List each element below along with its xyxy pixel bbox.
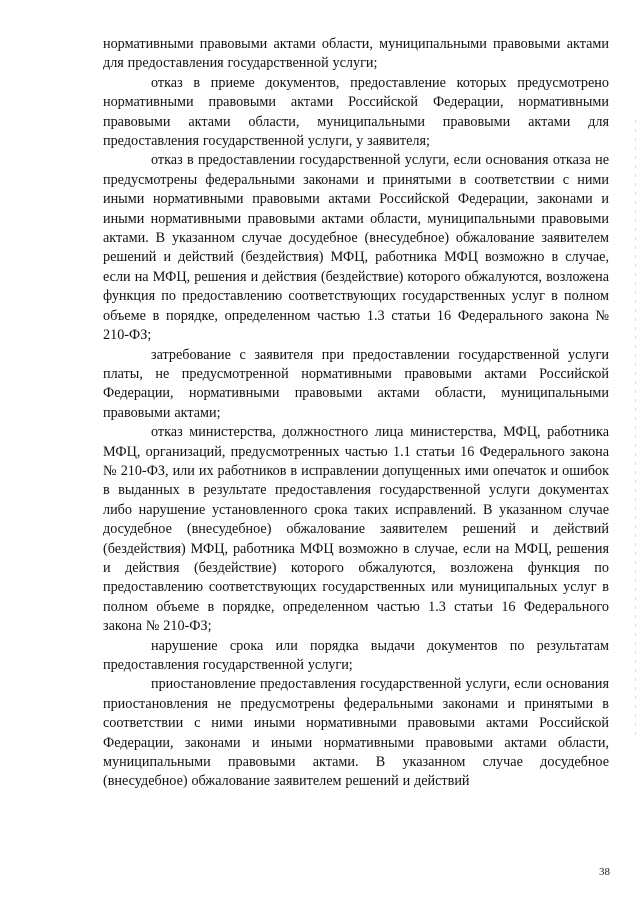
- scan-edge-mark: [635, 120, 636, 740]
- paragraph-refusal-corrections: отказ министерства, должностного лица министерства, МФЦ, работника МФЦ, организаций, предусмотренных частью 1.1 статьи 16 Федерального закона № 210-ФЗ, или их работников в исправлении допущенных ими опечаток и ошибок в выданных в результате предоставления государственной услуги документах либо нарушение установленного срока таких исправлений. В указанном случае досудебное (внесудебное) обжалование заявителем решений и действий (бездействия) МФЦ, работника МФЦ возможно в случае, если на МФЦ, решения и действия (бездействие) которого обжалуются, возложена функция по предоставлению соответствующих государственных или муниципальных услуг в полном объеме в порядке, определенном частью 1.3 статьи 16 Федерального закона № 210-ФЗ;: [103, 424, 609, 635]
- paragraph-issue-violation: нарушение срока или порядка выдачи документов по результатам предоставления государственной услуги;: [103, 637, 609, 673]
- paragraph-refusal-service: отказ в предоставлении государственной услуги, если основания отказа не предусмотрены федеральными законами и принятыми в соответствии с ними иными нормативными правовыми актами Российской Федерации, законами и иными нормативными правовыми актами области, муниципальными правовыми актами. В указанном случае досудебное (внесудебное) обжалование заявителем решений и действий (бездействия) МФЦ, работника МФЦ возможно в случае, если на МФЦ, решения и действия (бездействие) которого обжалуются, возложена функция по предоставлению соответствующих государственных услуг в полном объеме в порядке, определенном частью 1.3 статьи 16 Федерального закона № 210-ФЗ;: [103, 152, 609, 344]
- document-page: [103, 35, 609, 792]
- paragraph-continuation: нормативными правовыми актами области, муниципальными правовыми актами для предоставления государственной услуги;: [103, 36, 609, 72]
- paragraph-refusal-documents: отказ в приеме документов, предоставление которых предусмотрено нормативными правовыми актами Российской Федерации, нормативными правовыми актами области, муниципальными правовыми актами для предоставления государственной услуги, у заявителя;: [103, 74, 609, 150]
- paragraph-suspension: приостановление предоставления государственной услуги, если основания приостановления не предусмотрены федеральными законами и принятыми в соответствии с ними иными нормативными правовыми актами Российской Федерации, законами и иными нормативными правовыми актами области, муниципальными правовыми актами. В указанном случае досудебное (внесудебное) обжалование заявителем решений и действий: [103, 676, 609, 790]
- paragraph-fee-demand: затребование с заявителя при предоставлении государственной услуги платы, не предусмотренной нормативными правовыми актами Российской Федерации, нормативными правовыми актами области, муниципальными правовыми актами;: [103, 346, 609, 421]
- page-number: 38: [599, 866, 610, 878]
